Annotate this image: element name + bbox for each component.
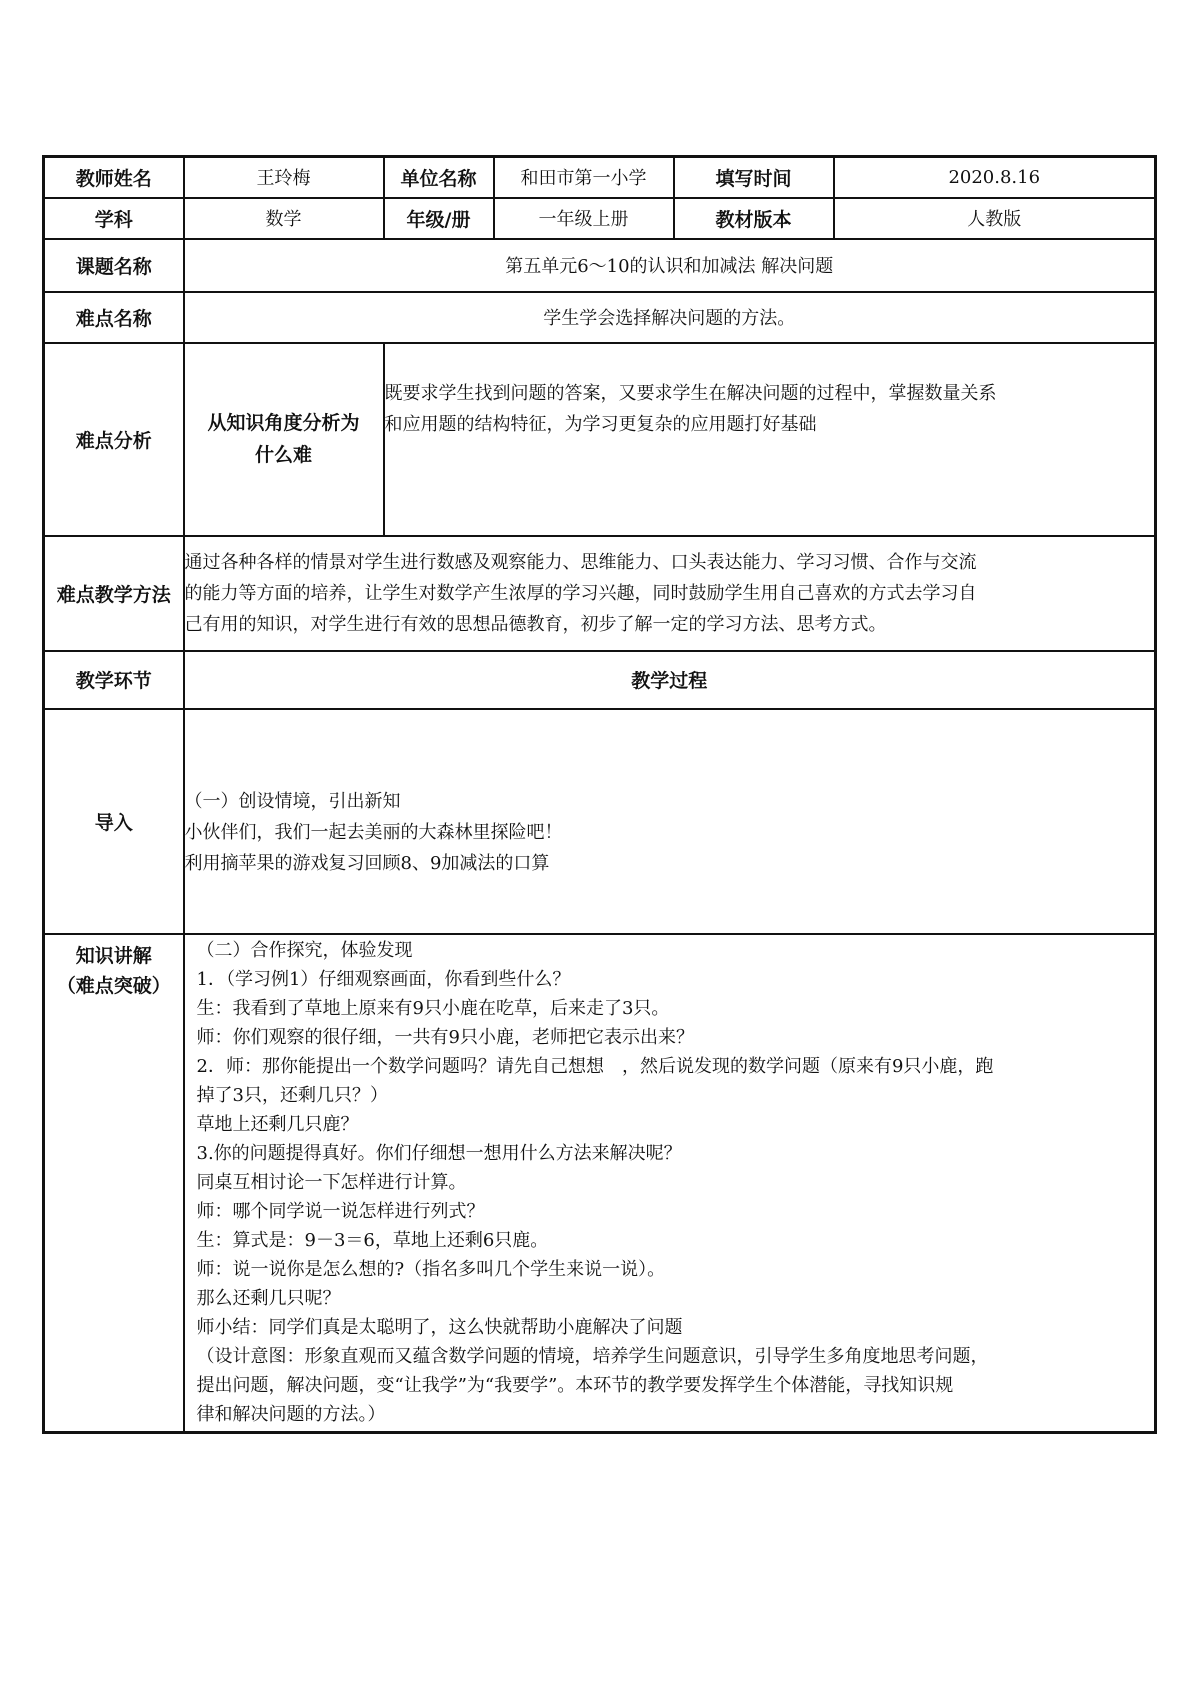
intro-text [184, 709, 1156, 934]
topic-row [44, 239, 1156, 292]
date-label: 填写时间 [674, 157, 834, 198]
analysis-row [44, 343, 1156, 536]
difficulty-row [44, 292, 1156, 343]
analysis-sub-label-line1: 从知识角度分析为 [207, 412, 360, 434]
knowledge-line: 师小结：同学们真是太聪明了，这么快就帮助小鹿解决了问题 [196, 1316, 683, 1338]
method-label: 难点教学方法 [44, 536, 184, 651]
unit-value: 和田市第一小学 [494, 157, 674, 198]
knowledge-line: （二）合作探究，体验发现 [196, 939, 413, 961]
method-text-line2: 的能力等方面的培养，让学生对数学产生浓厚的学习兴趣，同时鼓励学生用自己喜欢的方式去学习自 [184, 582, 977, 604]
intro-line: 利用摘苹果的游戏复习回顾8、9加减法的口算 [184, 852, 550, 874]
knowledge-line: 那么还剩几只呢？ [196, 1287, 341, 1309]
analysis-text [384, 343, 1156, 536]
difficulty-label: 难点名称 [44, 292, 184, 343]
grade-label: 年级/册 [384, 198, 494, 239]
knowledge-line: 生：我看到了草地上原来有9只小鹿在吃草，后来走了3只。 [196, 997, 670, 1019]
knowledge-line: 生：算式是：9－3＝6，草地上还剩6只鹿。 [196, 1229, 549, 1251]
date-value: 2020.8.16 [834, 157, 1156, 198]
header-row-1 [44, 157, 1156, 198]
topic-label: 课题名称 [44, 239, 184, 292]
knowledge-line: 掉了3只，还剩几只？） [196, 1084, 388, 1106]
intro-line: （一）创设情境，引出新知 [184, 790, 401, 812]
knowledge-line: 草地上还剩几只鹿？ [196, 1113, 359, 1135]
process-header: 教学过程 [184, 651, 1156, 709]
intro-label: 导入 [44, 709, 184, 934]
knowledge-line: 师：说一说你是怎么想的?（指名多叫几个学生来说一说）。 [196, 1258, 666, 1280]
subject-label: 学科 [44, 198, 184, 239]
analysis-sub-label-line2: 什么难 [254, 444, 312, 466]
analysis-sub-label [184, 343, 384, 536]
knowledge-line: 师：你们观察的很仔细，一共有9只小鹿，老师把它表示出来？ [196, 1026, 694, 1048]
header-row-2 [44, 198, 1156, 239]
subject-value: 数学 [184, 198, 384, 239]
method-text-line1: 通过各种各样的情景对学生进行数感及观察能力、思维能力、口头表达能力、学习习惯、合作与交流 [184, 551, 977, 573]
knowledge-label-line2: （难点突破） [56, 974, 171, 997]
method-text [184, 536, 1156, 651]
knowledge-line: 提出问题，解决问题，变“让我学”为“我要学”。本环节的教学要发挥学生个体潜能，寻找知识规 [196, 1374, 954, 1396]
edition-label: 教材版本 [674, 198, 834, 239]
analysis-text-line1: 既要求学生找到问题的答案，又要求学生在解决问题的过程中，掌握数量关系 [384, 383, 997, 404]
topic-value: 第五单元6～10的认识和加减法 解决问题 [184, 239, 1156, 292]
analysis-text-line2: 和应用题的结构特征，为学习更复杂的应用题打好基础 [384, 414, 817, 435]
knowledge-line: 2．师：那你能提出一个数学问题吗？请先自己想想 ，然后说发现的数学问题（原来有9只小鹿，跑 [196, 1055, 994, 1077]
knowledge-text [184, 934, 1156, 1433]
knowledge-line: 同桌互相讨论一下怎样进行计算。 [196, 1171, 467, 1193]
knowledge-line: 1．（学习例1）仔细观察画面，你看到些什么？ [196, 968, 571, 990]
knowledge-line: （设计意图：形象直观而又蕴含数学问题的情境，培养学生问题意识，引导学生多角度地思考问题， [196, 1345, 989, 1367]
method-text-line3: 己有用的知识，对学生进行有效的思想品德教育，初步了解一定的学习方法、思考方式。 [184, 613, 887, 635]
analysis-label: 难点分析 [44, 343, 184, 536]
knowledge-label [44, 934, 184, 1433]
intro-row [44, 709, 1156, 934]
knowledge-line: 3.你的问题提得真好。你们仔细想一想用什么方法来解决呢？ [196, 1142, 682, 1164]
lesson-plan-table [42, 155, 1157, 1434]
method-row [44, 536, 1156, 651]
grade-value: 一年级上册 [494, 198, 674, 239]
knowledge-row [44, 934, 1156, 1433]
intro-line: 小伙伴们，我们一起去美丽的大森林里探险吧！ [184, 821, 563, 843]
edition-value: 人教版 [834, 198, 1156, 239]
teacher-name-value: 王玲梅 [184, 157, 384, 198]
knowledge-line: 律和解决问题的方法。） [196, 1403, 386, 1425]
unit-label: 单位名称 [384, 157, 494, 198]
stage-header: 教学环节 [44, 651, 184, 709]
process-header-row [44, 651, 1156, 709]
teacher-name-label: 教师姓名 [44, 157, 184, 198]
knowledge-line: 师：哪个同学说一说怎样进行列式？ [196, 1200, 485, 1222]
knowledge-label-line1: 知识讲解 [75, 944, 152, 967]
difficulty-value: 学生学会选择解决问题的方法。 [184, 292, 1156, 343]
